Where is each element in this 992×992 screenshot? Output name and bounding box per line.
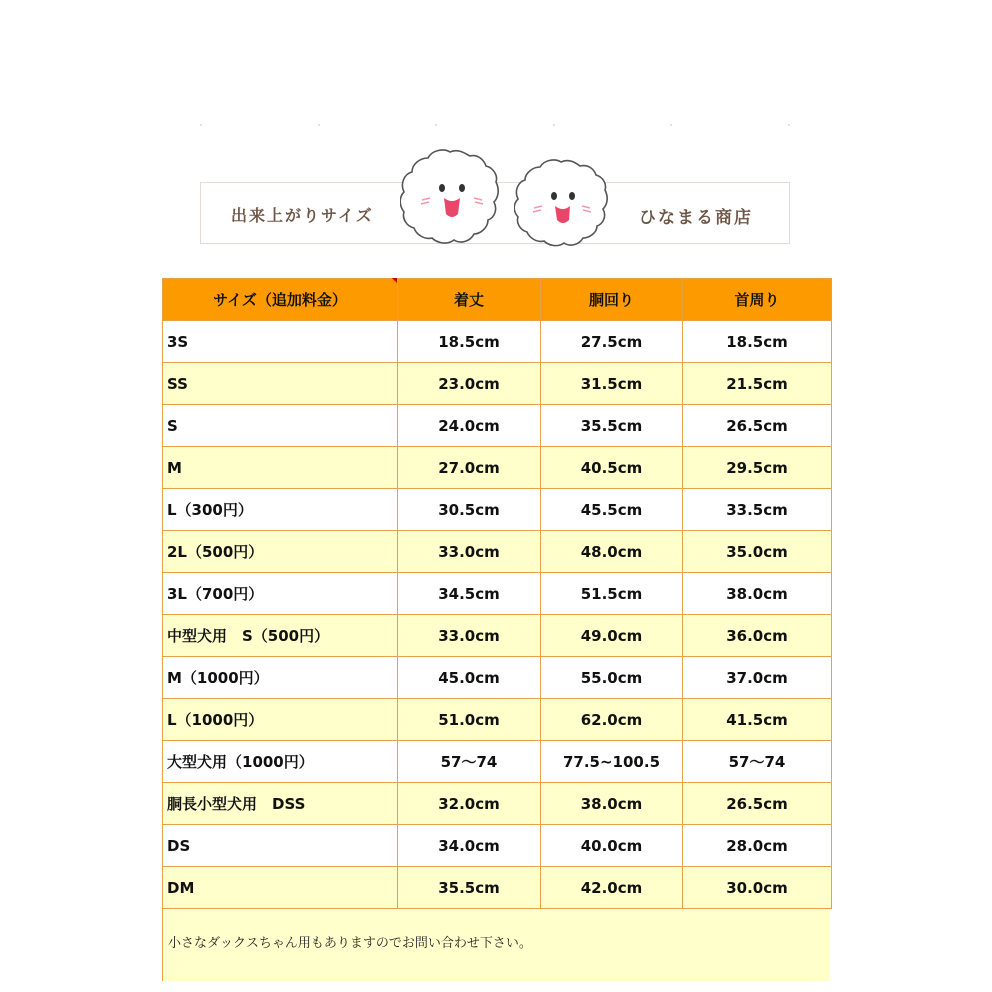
neck-cell: 33.5cm <box>683 489 832 531</box>
length-cell: 34.5cm <box>398 573 541 615</box>
decorative-dots <box>200 124 790 128</box>
table-row <box>163 699 832 741</box>
size-cell: 大型犬用（1000円） <box>163 741 398 783</box>
chest-cell: 55.0cm <box>541 657 683 699</box>
size-cell: S <box>163 405 398 447</box>
length-cell: 24.0cm <box>398 405 541 447</box>
neck-cell: 30.0cm <box>683 867 832 909</box>
footer-note: 小さなダックスちゃん用もありますのでお問い合わせ下さい。 <box>162 909 830 981</box>
length-cell: 33.0cm <box>398 531 541 573</box>
size-cell: 胴長小型犬用 DSS <box>163 783 398 825</box>
table-row <box>163 741 832 783</box>
table-row <box>163 489 832 531</box>
table-row <box>163 783 832 825</box>
neck-cell: 28.0cm <box>683 825 832 867</box>
chest-cell: 45.5cm <box>541 489 683 531</box>
size-cell: SS <box>163 363 398 405</box>
chest-cell: 51.5cm <box>541 573 683 615</box>
length-cell: 57～74 <box>398 741 541 783</box>
comment-marker <box>392 278 397 283</box>
chest-cell: 49.0cm <box>541 615 683 657</box>
header-neck: 首周り <box>683 279 832 321</box>
size-cell: DM <box>163 867 398 909</box>
header-length: 着丈 <box>398 279 541 321</box>
size-cell: DS <box>163 825 398 867</box>
table-row <box>163 447 832 489</box>
chest-cell: 40.0cm <box>541 825 683 867</box>
neck-cell: 35.0cm <box>683 531 832 573</box>
chest-cell: 48.0cm <box>541 531 683 573</box>
size-cell: L（1000円） <box>163 699 398 741</box>
table-row <box>163 531 832 573</box>
chest-cell: 35.5cm <box>541 405 683 447</box>
neck-cell: 18.5cm <box>683 321 832 363</box>
length-cell: 51.0cm <box>398 699 541 741</box>
size-cell: 3S <box>163 321 398 363</box>
neck-cell: 29.5cm <box>683 447 832 489</box>
chest-cell: 77.5~100.5 <box>541 741 683 783</box>
length-cell: 27.0cm <box>398 447 541 489</box>
length-cell: 35.5cm <box>398 867 541 909</box>
table-row <box>163 363 832 405</box>
length-cell: 33.0cm <box>398 615 541 657</box>
table-row <box>163 867 832 909</box>
chest-cell: 62.0cm <box>541 699 683 741</box>
table-row <box>163 825 832 867</box>
neck-cell: 37.0cm <box>683 657 832 699</box>
table-row <box>163 573 832 615</box>
chest-cell: 27.5cm <box>541 321 683 363</box>
size-cell: M（1000円） <box>163 657 398 699</box>
chest-cell: 31.5cm <box>541 363 683 405</box>
mascot-left-icon <box>400 148 500 246</box>
chest-cell: 40.5cm <box>541 447 683 489</box>
size-cell: L（300円） <box>163 489 398 531</box>
header-chest: 胴回り <box>541 279 683 321</box>
chest-cell: 42.0cm <box>541 867 683 909</box>
neck-cell: 41.5cm <box>683 699 832 741</box>
size-cell: M <box>163 447 398 489</box>
neck-cell: 21.5cm <box>683 363 832 405</box>
neck-cell: 36.0cm <box>683 615 832 657</box>
length-cell: 18.5cm <box>398 321 541 363</box>
neck-cell: 26.5cm <box>683 783 832 825</box>
length-cell: 32.0cm <box>398 783 541 825</box>
mascot-right-icon <box>514 158 608 248</box>
length-cell: 23.0cm <box>398 363 541 405</box>
banner-left-title: 出来上がりサイズ <box>231 206 374 225</box>
size-table <box>162 278 832 909</box>
header-size: サイズ（追加料金） <box>163 279 398 321</box>
table-row <box>163 657 832 699</box>
table-header-row <box>163 279 832 321</box>
length-cell: 34.0cm <box>398 825 541 867</box>
neck-cell: 26.5cm <box>683 405 832 447</box>
size-cell: 中型犬用 S（500円） <box>163 615 398 657</box>
table-row <box>163 405 832 447</box>
size-cell: 3L（700円） <box>163 573 398 615</box>
table-row <box>163 321 832 363</box>
length-cell: 45.0cm <box>398 657 541 699</box>
table-row <box>163 615 832 657</box>
neck-cell: 38.0cm <box>683 573 832 615</box>
chest-cell: 38.0cm <box>541 783 683 825</box>
size-cell: 2L（500円） <box>163 531 398 573</box>
neck-cell: 57～74 <box>683 741 832 783</box>
length-cell: 30.5cm <box>398 489 541 531</box>
banner-shop-name: ひなまる商店 <box>639 208 753 228</box>
